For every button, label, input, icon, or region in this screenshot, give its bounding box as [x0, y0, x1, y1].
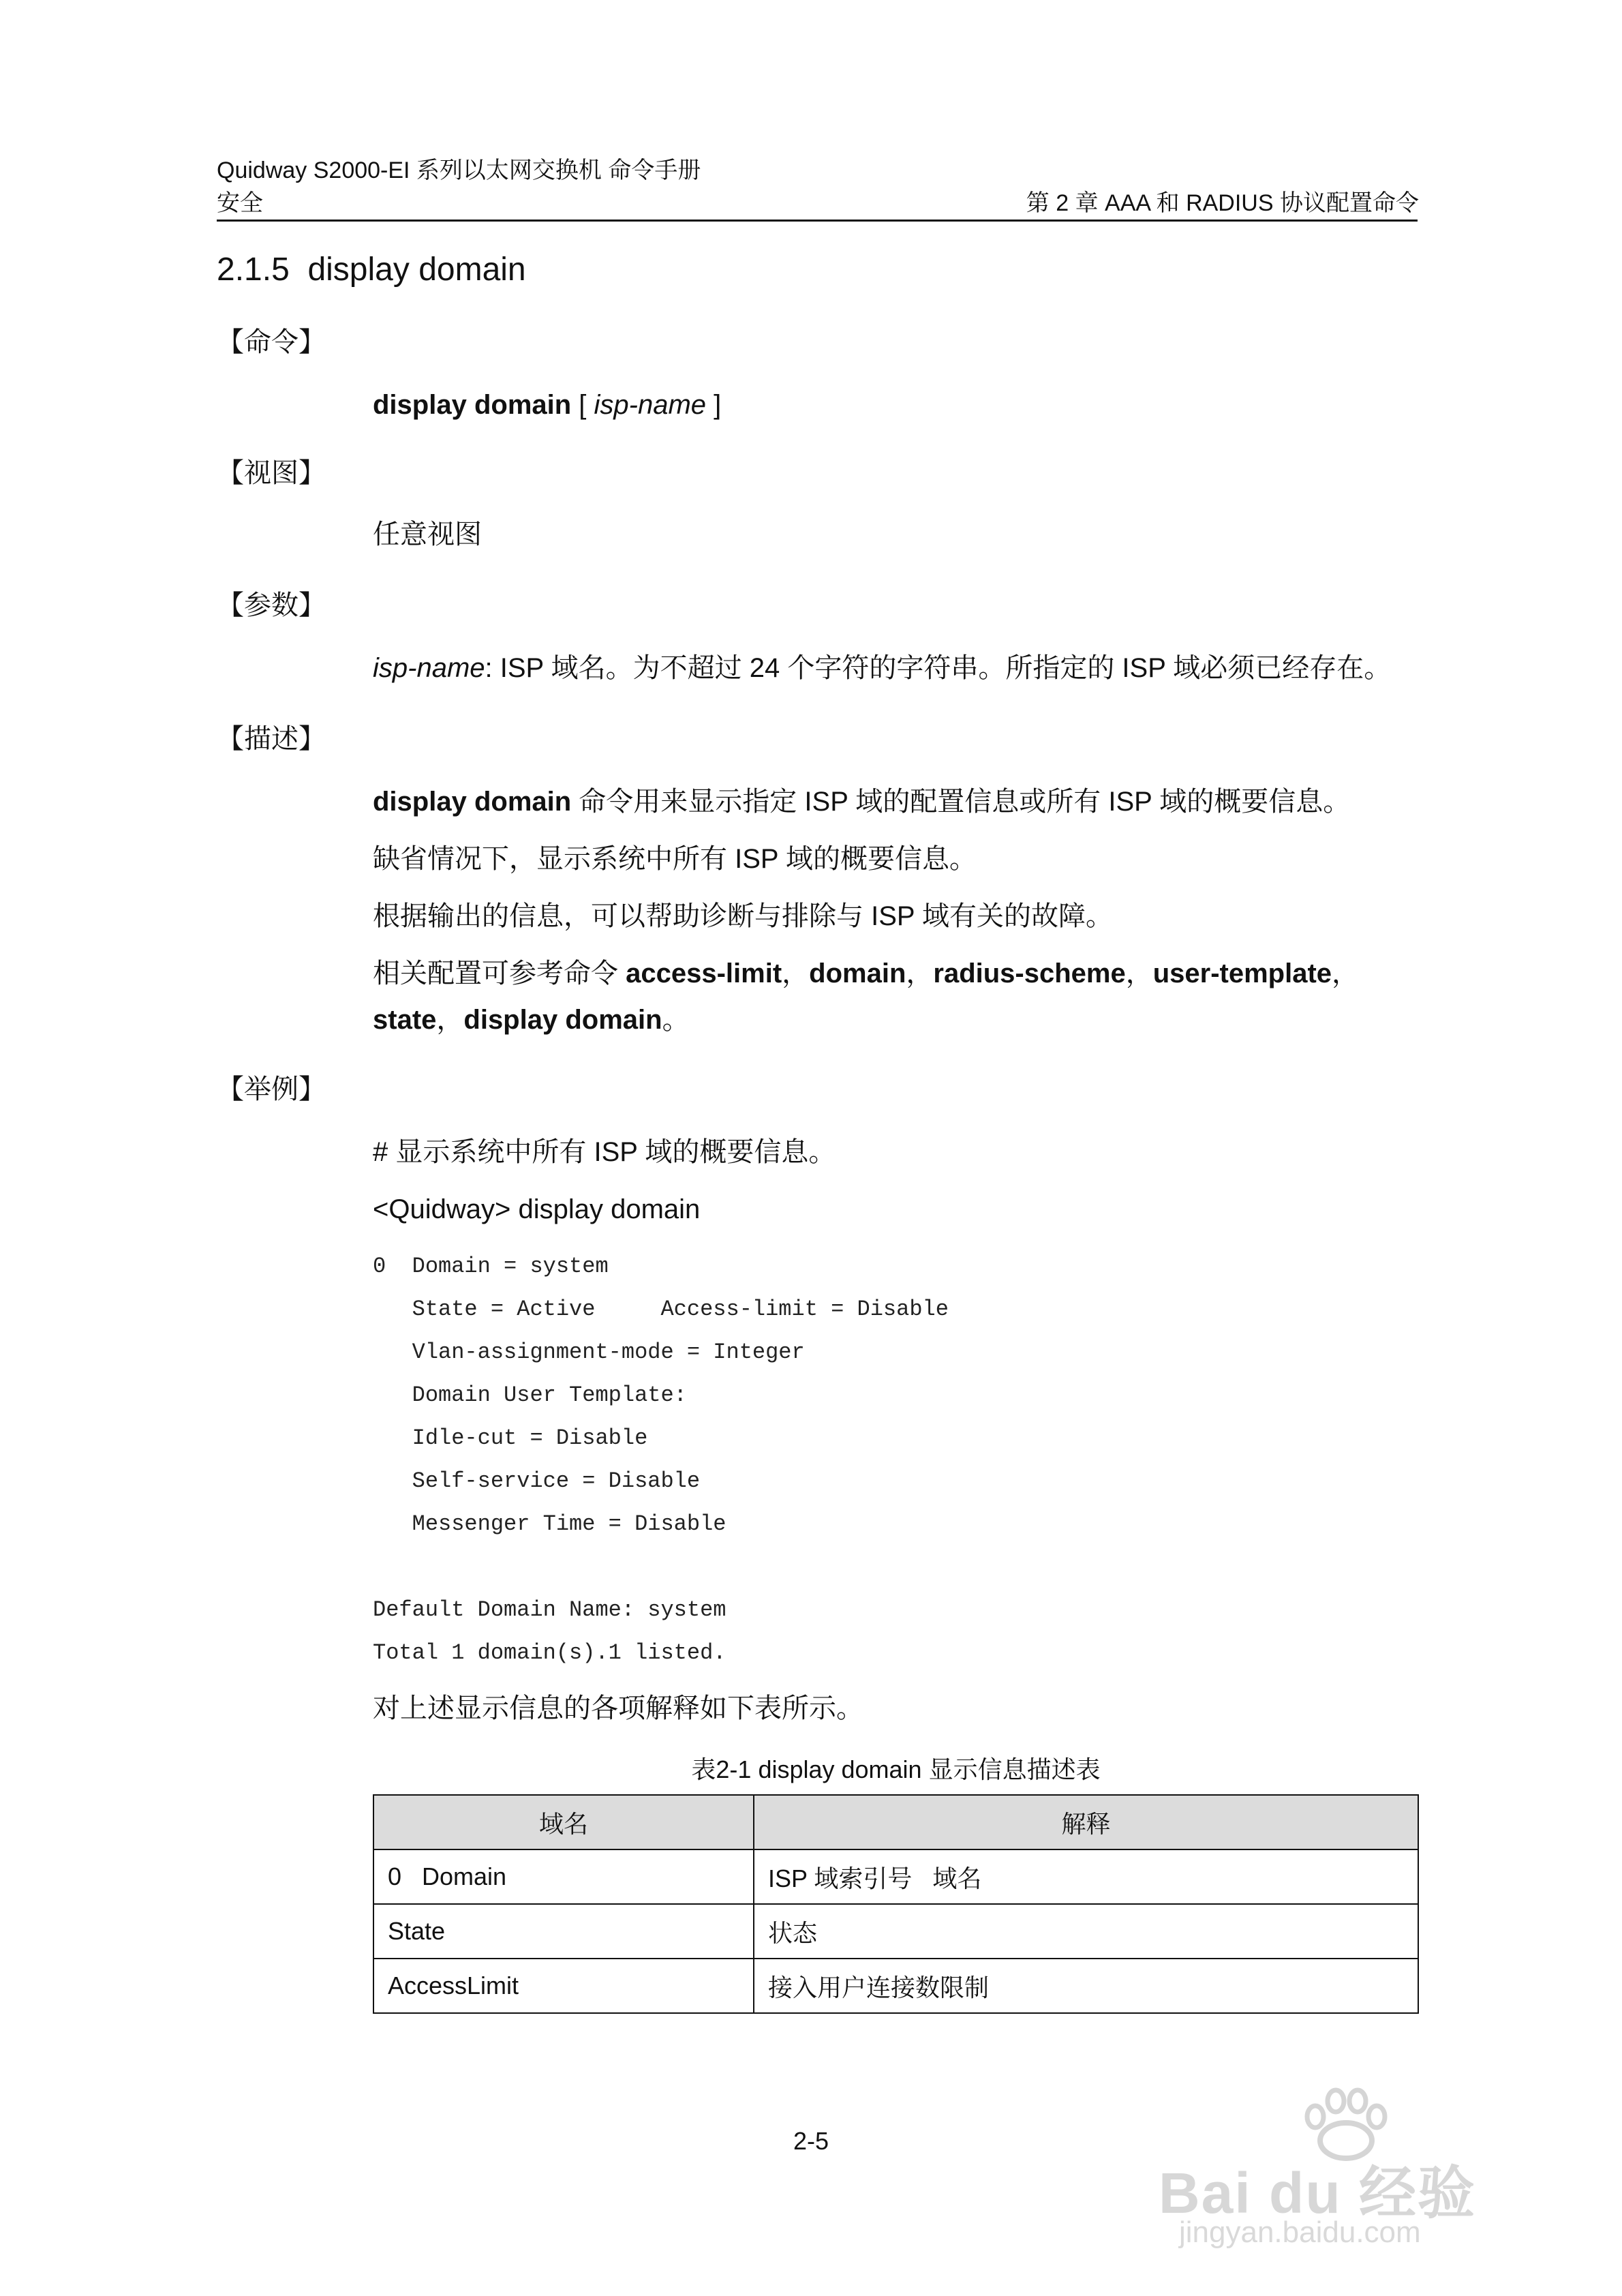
table-cell: AccessLimit: [373, 1959, 754, 2013]
description-line-2: 缺省情况下，显示系统中所有 ISP 域的概要信息。: [373, 844, 977, 874]
view-text: 任意视图: [373, 519, 482, 549]
related-sep: ，: [436, 1005, 464, 1035]
label-params: 【参数】: [217, 590, 326, 620]
param-description: [373, 649, 1391, 687]
code-line: Total 1 domain(s).1 listed.: [373, 1640, 726, 1665]
code-line: State = Active Access-limit = Disable: [373, 1297, 949, 1322]
header-title: Quidway S2000-EI 系列以太网交换机 命令手册: [217, 157, 701, 183]
related-cmd-domain: domain: [809, 958, 906, 988]
related-cmd-state: state: [373, 1005, 437, 1035]
description-table: [373, 1794, 1419, 2014]
table-cell: 接入用户连接数限制: [754, 1959, 1418, 2013]
related-cmd-user-template: user-template: [1152, 958, 1332, 988]
table-row: [373, 1904, 1418, 1959]
param-text: : ISP 域名。为不超过 24 个字符的字符串。所指定的 ISP 域必须已经存在。: [485, 653, 1392, 683]
related-cmd-radius-scheme: radius-scheme: [933, 958, 1126, 988]
related-line-1: [373, 954, 1422, 993]
watermark-brand: Bai du 经验: [1159, 2161, 1477, 2225]
watermark-url: jingyan.baidu.com: [1179, 2216, 1421, 2249]
table-cell: 状态: [754, 1904, 1418, 1959]
table-cell: ISP 域索引号 域名: [754, 1849, 1418, 1904]
related-sep: ，: [906, 958, 934, 988]
code-line: Domain User Template:: [373, 1383, 687, 1408]
table-header-cell: 解释: [754, 1795, 1418, 1849]
baidu-watermark: [1159, 2086, 1540, 2250]
param-name: isp-name: [373, 653, 485, 683]
command-close-bracket: ]: [706, 390, 722, 420]
code-line: 0 Domain = system: [373, 1254, 609, 1279]
code-line: [373, 1554, 949, 1597]
example-intro: # 显示系统中所有 ISP 域的概要信息。: [373, 1137, 836, 1167]
section-title: display domain: [307, 252, 526, 288]
table-header-row: [373, 1795, 1418, 1849]
related-end: 。: [662, 1005, 690, 1035]
description-line-1-text: 命令用来显示指定 ISP 域的配置信息或所有 ISP 域的概要信息。: [571, 787, 1351, 817]
code-line: Idle-cut = Disable: [373, 1425, 648, 1451]
label-view: 【视图】: [217, 458, 326, 488]
related-sep: ，: [782, 958, 810, 988]
code-line: Default Domain Name: system: [373, 1597, 726, 1622]
table-row: [373, 1849, 1418, 1904]
table-row: [373, 1959, 1418, 2013]
description-line-1: [373, 783, 1350, 821]
related-sep: ，: [1125, 958, 1153, 988]
related-sep: ，: [1332, 958, 1360, 988]
label-command: 【命令】: [217, 327, 326, 357]
command-param: isp-name: [594, 390, 707, 420]
related-prefix: 相关配置可参考命令: [373, 958, 626, 988]
description-cmd: display domain: [373, 787, 572, 817]
code-line: Vlan-assignment-mode = Integer: [373, 1340, 805, 1365]
description-line-3: 根据输出的信息，可以帮助诊断与排除与 ISP 域有关的故障。: [373, 901, 1113, 931]
code-line: Messenger Time = Disable: [373, 1511, 726, 1537]
header-chapter: 第 2 章 AAA 和 RADIUS 协议配置命令: [1026, 190, 1419, 216]
command-open-bracket: [: [571, 390, 594, 420]
command-syntax: [373, 386, 721, 424]
related-line-2: [373, 1001, 1422, 1039]
header-subtitle: 安全: [217, 190, 263, 216]
header-divider: [217, 220, 1418, 222]
code-line: Self-service = Disable: [373, 1468, 701, 1494]
table-cell: 0 Domain: [373, 1849, 754, 1904]
related-cmd-access-limit: access-limit: [626, 958, 782, 988]
label-description: 【描述】: [217, 724, 326, 754]
example-output: [373, 1253, 949, 1682]
table-header-cell: 域名: [373, 1795, 754, 1849]
table-caption: 表2-1 display domain 显示信息描述表: [691, 1755, 1101, 1783]
example-after: 对上述显示信息的各项解释如下表所示。: [373, 1693, 863, 1723]
command-keyword: display domain: [373, 390, 572, 420]
table-cell: State: [373, 1904, 754, 1959]
related-cmd-display-domain: display domain: [463, 1005, 662, 1035]
section-heading: [217, 250, 526, 290]
example-prompt: <Quidway> display domain: [373, 1194, 701, 1224]
page-number: 2-5: [793, 2127, 829, 2155]
section-number: 2.1.5: [217, 252, 290, 288]
label-example: 【举例】: [217, 1074, 326, 1104]
description-related: [373, 954, 1422, 1039]
